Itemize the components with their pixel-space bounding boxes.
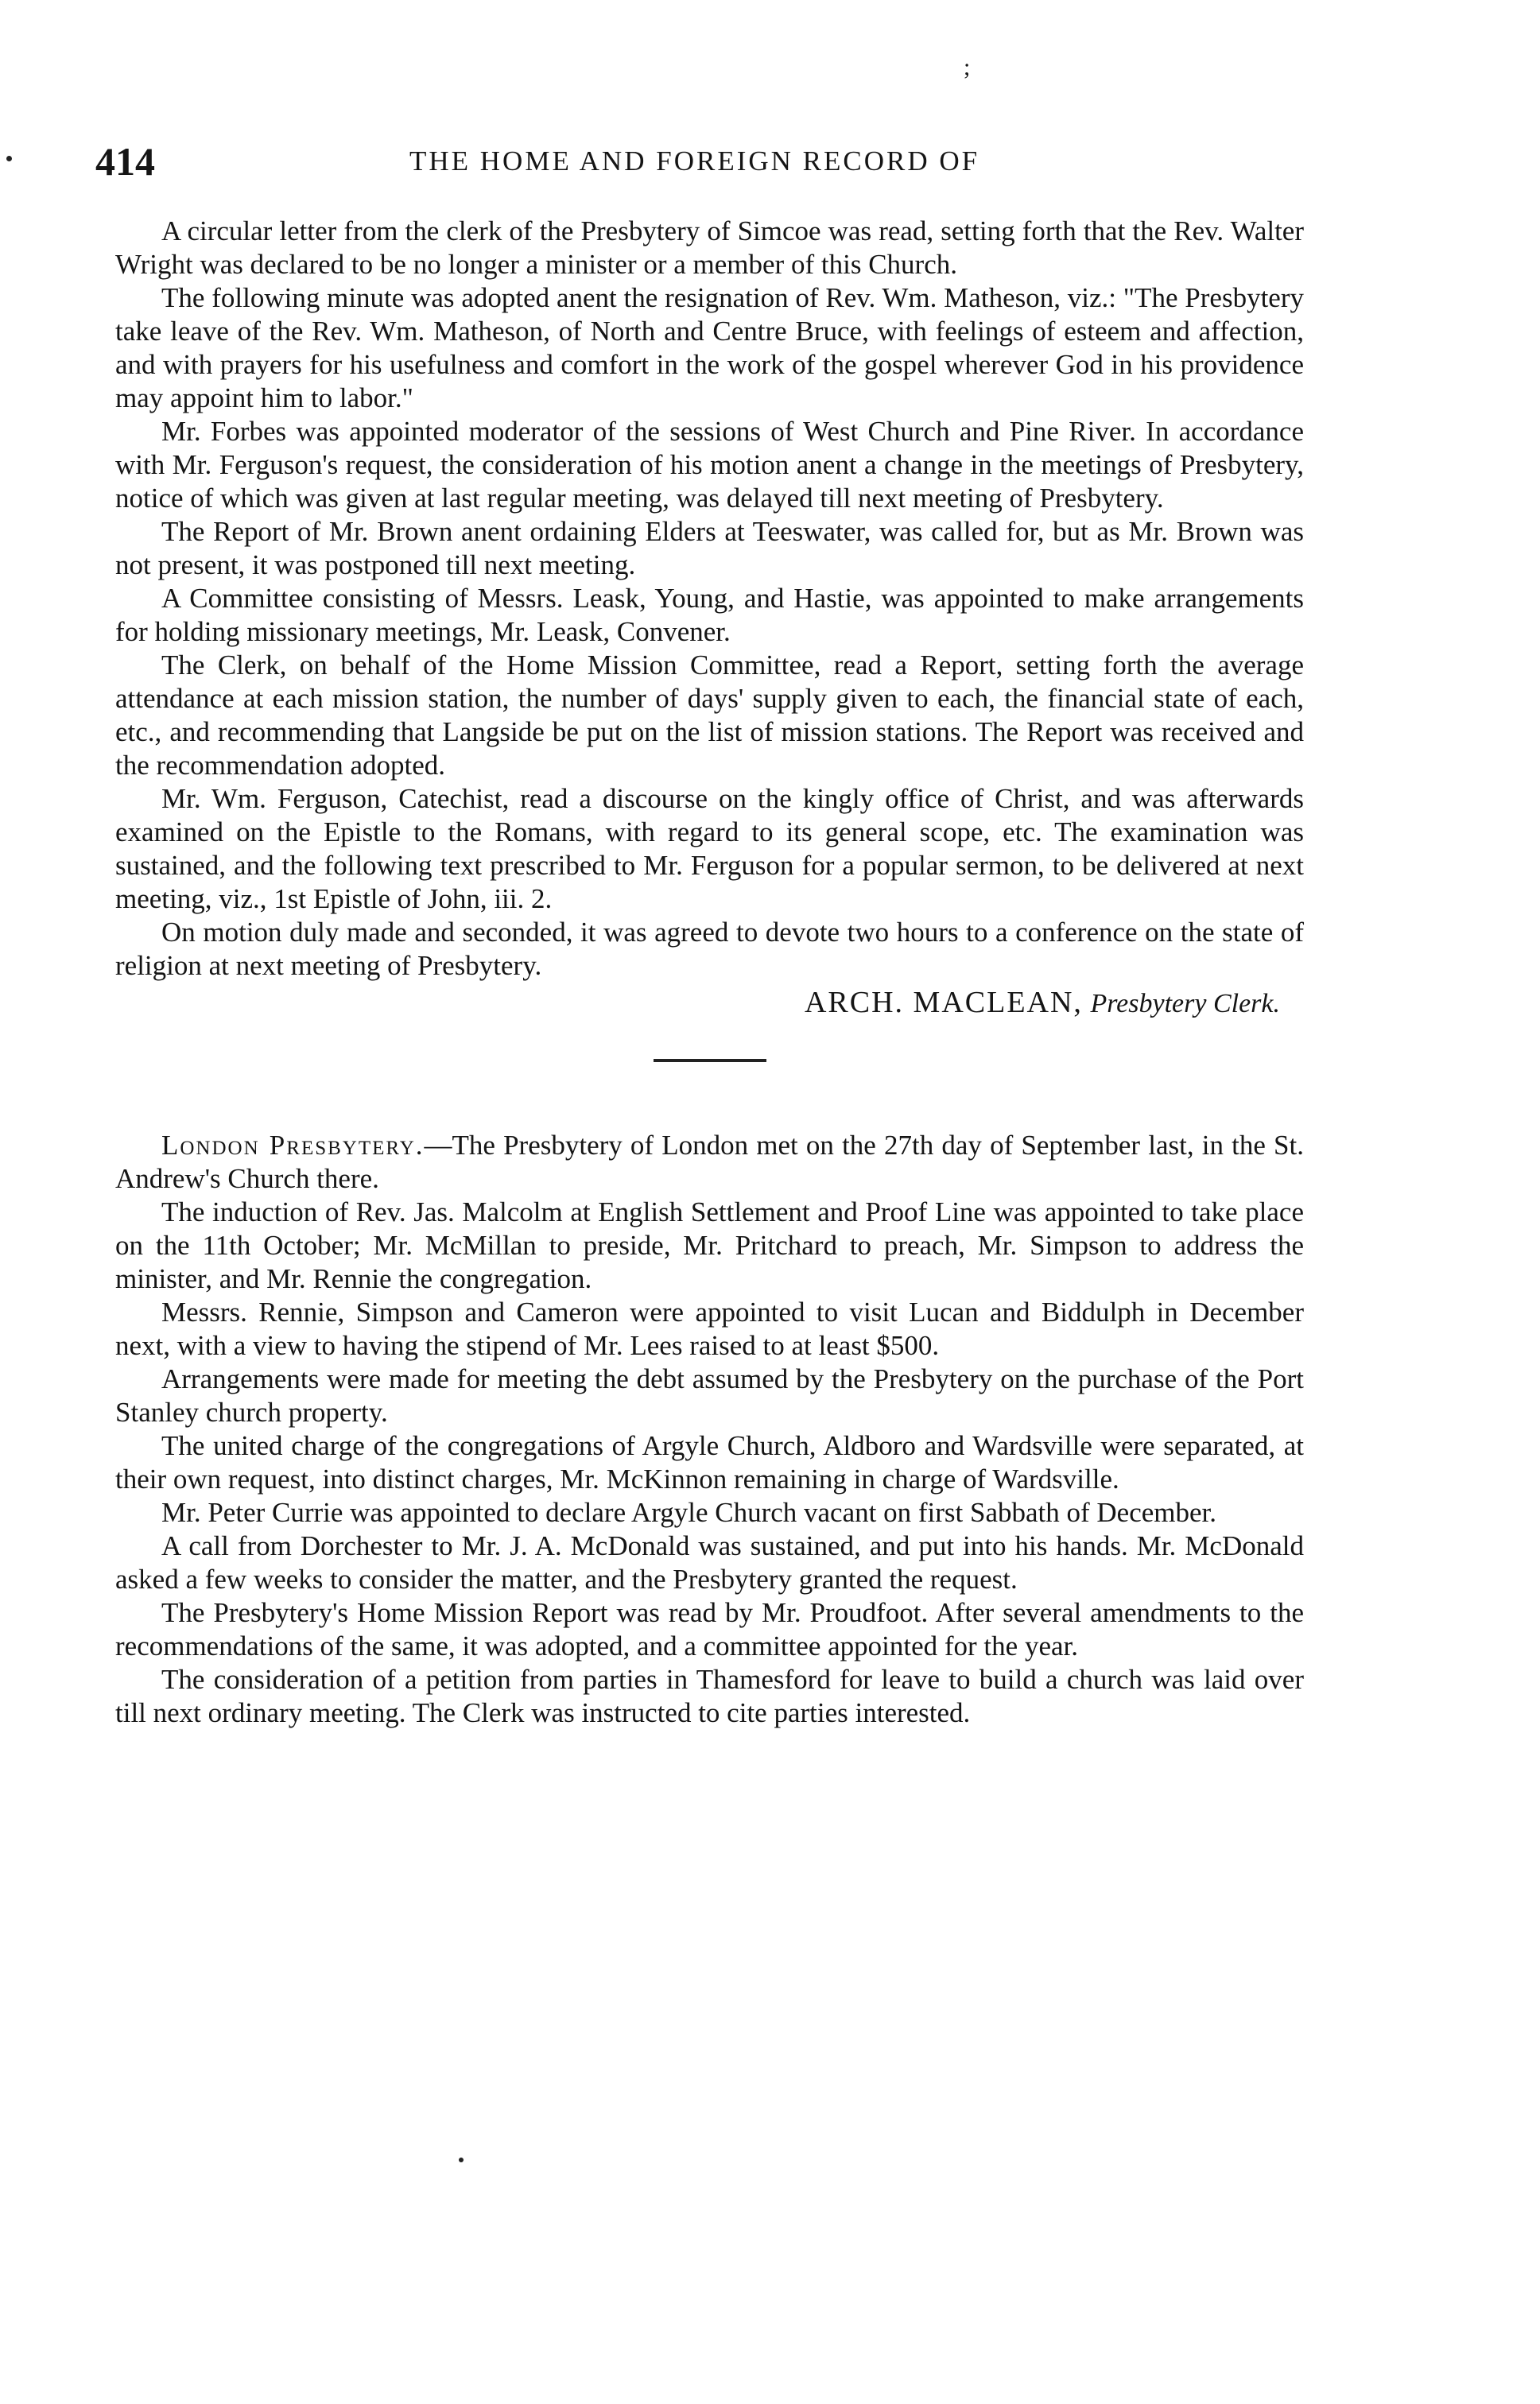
paragraph-text: —The Presbytery of London met on the 27th day of September last, in the St. Andrew's Church there.	[115, 1130, 1304, 1194]
signature-title: Presbytery Clerk.	[1090, 989, 1280, 1018]
paragraph: A Committee consisting of Messrs. Leask, Young, and Hastie, was appointed to make arrangements for holding missionary meetings, Mr. Leask, Convener.	[115, 583, 1304, 647]
paragraph: A call from Dorchester to Mr. J. A. McDonald was sustained, and put into his hands. Mr. McDonald asked a few weeks to consider the matter, and the Presbytery granted the request.	[115, 1530, 1304, 1595]
paragraph: Mr. Wm. Ferguson, Catechist, read a discourse on the kingly office of Christ, and was afterwards examined on the Epistle to the Romans, with regard to its general scope, etc. The examination was sustained, and the following text prescribed to Mr. Ferguson for a popular sermon, to be delivered at next meeting, viz., 1st Epistle of John, iii. 2.	[115, 783, 1304, 914]
paragraph: The Report of Mr. Brown anent ordaining Elders at Teeswater, was called for, but as Mr. Brown was not present, it was postponed till next meeting.	[115, 516, 1304, 580]
paragraph: The following minute was adopted anent the resignation of Rev. Wm. Matheson, viz.: "The Presbytery take leave of the Rev. Wm. Matheson, of North and Centre Bruce, with feelings of esteem and affection, and with prayers for his usefulness and comfort in the work of the gospel wherever God in his providence may appoint him to labor."	[115, 282, 1304, 413]
page-header	[95, 134, 1304, 189]
paragraph: The induction of Rev. Jas. Malcolm at English Settlement and Proof Line was appointed to take place on the 11th October; Mr. McMillan to preside, Mr. Pritchard to preach, Mr. Simpson to address the minister, and Mr. Rennie the congregation.	[115, 1196, 1304, 1294]
section-london-presbytery	[115, 1129, 1304, 1730]
text-column	[115, 215, 1304, 1730]
signature-name: ARCH. MACLEAN,	[804, 986, 1083, 1019]
paragraph: Mr. Peter Currie was appointed to declare Argyle Church vacant on first Sabbath of December.	[161, 1497, 1217, 1528]
running-head: THE HOME AND FOREIGN RECORD OF	[409, 145, 980, 176]
paragraph: The Presbytery's Home Mission Report was read by Mr. Proudfoot. After several amendments to the recommendations of the same, it was adopted, and a committee appointed for the year.	[115, 1597, 1304, 1661]
page-number: 414	[95, 139, 155, 184]
paragraph: Arrangements were made for meeting the debt assumed by the Presbytery on the purchase of the Port Stanley church property.	[115, 1363, 1304, 1428]
paragraph: A circular letter from the clerk of the Presbytery of Simcoe was read, setting forth that the Rev. Walter Wright was declared to be no longer a minister or a member of this Church.	[115, 215, 1304, 280]
paragraph: The consideration of a petition from parties in Thamesford for leave to build a church was laid over till next ordinary meeting. The Clerk was instructed to cite parties interested.	[115, 1664, 1304, 1728]
paragraph: The united charge of the congregations of Argyle Church, Aldboro and Wardsville were separated, at their own request, into distinct charges, Mr. McKinnon remaining in charge of Wardsville.	[115, 1430, 1304, 1495]
section-simcoe-minutes	[115, 215, 1304, 1022]
footer-dot	[459, 2158, 464, 2162]
signature	[115, 984, 1304, 1022]
margin-dot	[6, 156, 12, 161]
section-lead-heading: London Presbytery.	[161, 1130, 425, 1161]
section-divider	[654, 1059, 766, 1062]
paragraph: Mr. Forbes was appointed moderator of the sessions of West Church and Pine River. In accordance with Mr. Ferguson's request, the consideration of his motion anent a change in the meetings of Presbytery, notice of which was given at last regular meeting, was delayed till next meeting of Presbytery.	[115, 416, 1304, 514]
paragraph: On motion duly made and seconded, it was agreed to devote two hours to a conference on the state of religion at next meeting of Presbytery.	[115, 917, 1304, 981]
paragraph	[115, 1129, 1304, 1196]
paragraph: The Clerk, on behalf of the Home Mission Committee, read a Report, setting forth the average attendance at each mission station, the number of days' supply given to each, the financial state of each, etc., and recommending that Langside be put on the list of mission stations. The Report was received and the recommendation adopted.	[115, 649, 1304, 781]
paragraph: Messrs. Rennie, Simpson and Cameron were appointed to visit Lucan and Biddulph in December next, with a view to having the stipend of Mr. Lees raised to at least $500.	[115, 1297, 1304, 1361]
margin-mark: ;	[964, 54, 971, 80]
